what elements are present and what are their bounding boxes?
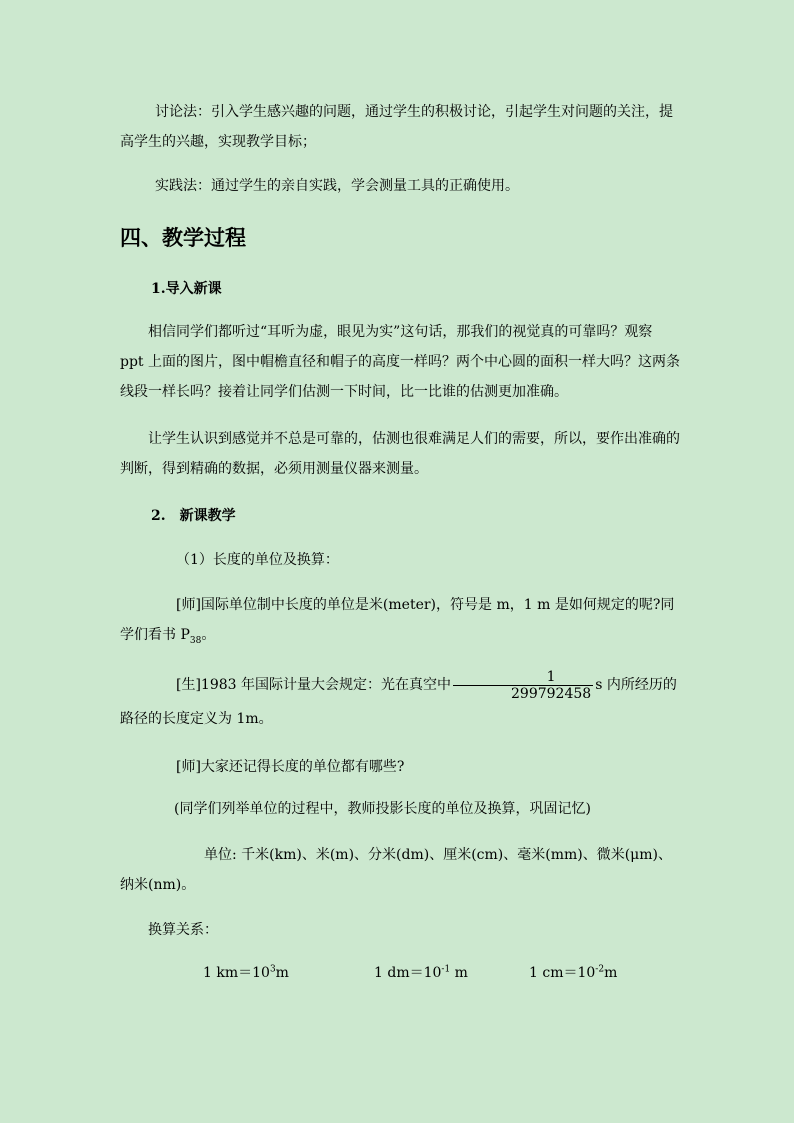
student-answer [120,668,680,736]
conversion-label: 换算关系： [148,922,218,938]
teacher-question-1 [120,590,680,656]
fraction-numerator: 1 [453,669,593,686]
teacher-question-1-end: 。 [201,627,216,643]
units-list: 单位: 千米(km)、米(m)、分米(dm)、厘米(cm)、毫米(mm)、微米(μm)、纳米(nm)。 [120,847,673,893]
teacher-question-2: [师]大家还记得长度的单位都有哪些? [176,759,405,775]
method-discussion: 讨论法：引入学生感兴趣的问题，通过学生的积极讨论，引起学生对问题的关注，提高学生的兴趣，实现教学目标； [120,104,673,150]
section-title: 四、教学过程 [120,226,246,250]
intro-heading: 1.导入新课 [151,281,222,297]
newlesson-heading: 2. 新课教学 [151,508,236,524]
fraction [453,669,593,702]
intro-paragraph-2: 让学生认识到感觉并不总是可靠的，估测也很难满足人们的需要，所以，要作出准确的判断，得到精确的数据，必须用测量仪器来测量。 [120,431,680,477]
classroom-note: (同学们列举单位的过程中，教师投影长度的单位及换算，巩固记忆) [174,801,591,817]
intro-paragraph-1: 相信同学们都听过“耳听为虚，眼见为实”这句话，那我们的视觉真的可靠吗？观察 ppt 上面的图片，图中帽檐直径和帽子的高度一样吗？两个中心圆的面积一样大吗？这两条线段一样长吗？接着让同学们估测一下时间，比一比谁的估测更加准确。 [120,324,680,400]
conversion-cm: 1 $cm=10^{-2}m$ [529,964,618,981]
conversion-km: 1 $km=10^3m$ [203,964,289,981]
subsection-length-units: （1）长度的单位及换算： [176,552,339,568]
conversion-dm: 1 $dm=10^{-1}$ m [374,964,468,981]
teacher-question-1-text: [师]国际单位制中长度的单位是米(meter)，符号是 m，1 m 是如何规定的呢?同学们看书 P [120,597,675,643]
method-practice: 实践法：通过学生的亲自实践，学会测量工具的正确使用。 [155,178,519,194]
student-answer-after: s 内所经历的路径的长度定义为 1m。 [120,677,677,727]
page-subscript: 38 [189,635,202,646]
student-answer-before: [生]1983 年国际计量大会规定：光在真空中 [176,677,452,693]
fraction-denominator: 299792458 [511,685,592,702]
